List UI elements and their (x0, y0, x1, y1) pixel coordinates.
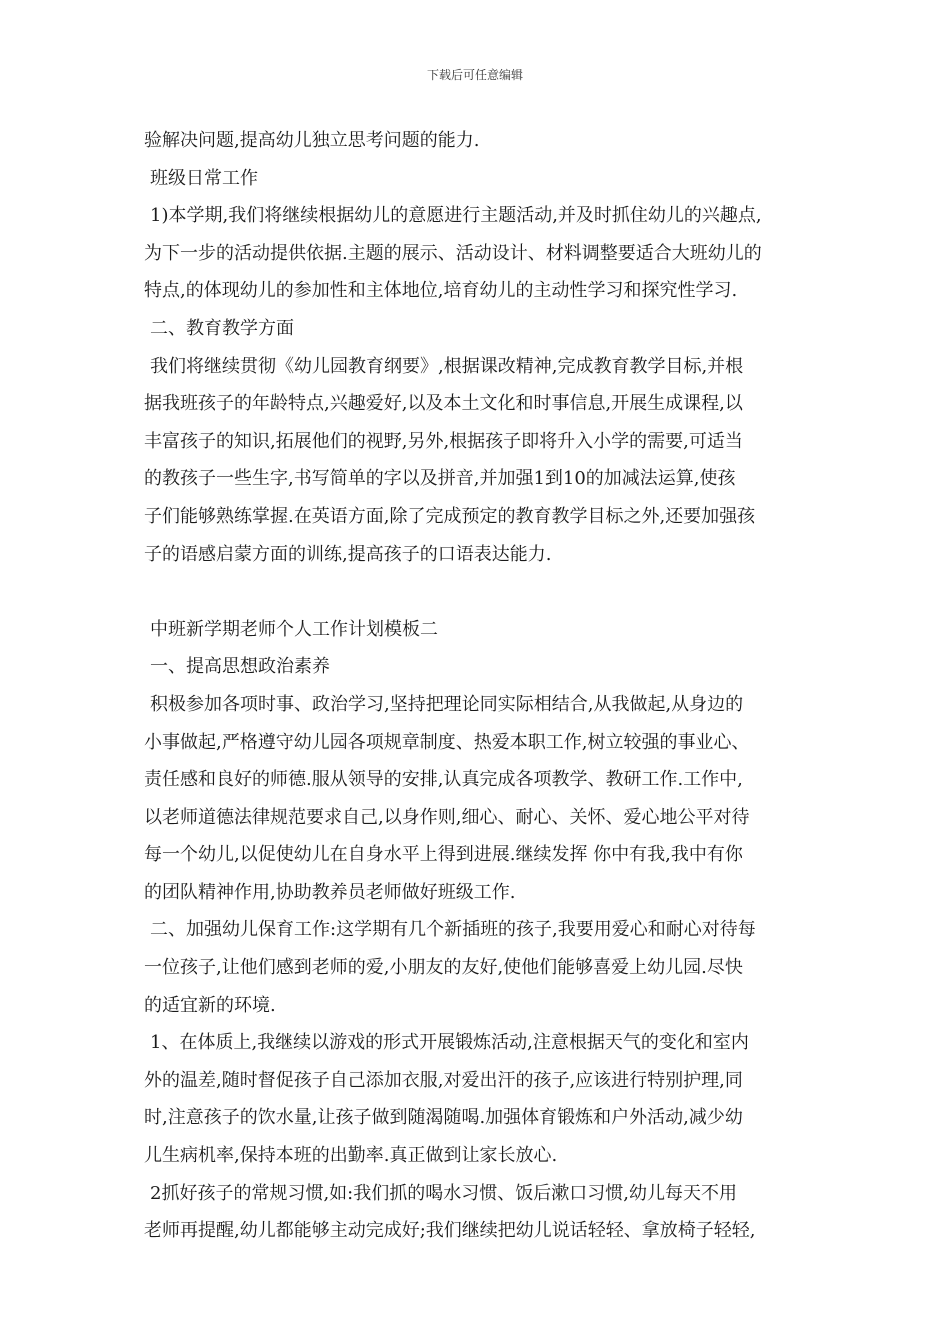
text-line: 特点,的体现幼儿的参加性和主体地位,培育幼儿的主动性学习和探究性学习. (144, 280, 738, 302)
text-line: 时,注意孩子的饮水量,让孩子做到随渴随喝.加强体育锻炼和户外活动,减少幼 (144, 1107, 743, 1129)
text-line: 的适宜新的环境. (144, 994, 276, 1016)
text-line: 积极参加各项时事、政治学习,坚持把理论同实际相结合,从我做起,从身边的 (150, 693, 744, 715)
text-line: 子们能够熟练掌握.在英语方面,除了完成预定的教育教学目标之外,还要加强孩 (144, 505, 756, 527)
text-line: 小事做起,严格遵守幼儿园各项规章制度、热爱本职工作,树立较强的事业心、 (144, 731, 750, 753)
text-line: 二、教育教学方面 (150, 317, 294, 339)
text-line: 二、加强幼儿保育工作:这学期有几个新插班的孩子,我要用爱心和耐心对待每 (150, 919, 756, 941)
page-header: 下载后可任意编辑 (426, 68, 523, 82)
text-line: 每一个幼儿,以促使幼儿在自身水平上得到进展.继续发挥 你中有我,我中有你 (144, 844, 743, 866)
text-line: 儿生病机率,保持本班的出勤率.真正做到让家长放心. (144, 1145, 558, 1167)
text-line: 丰富孩子的知识,拓展他们的视野,另外,根据孩子即将升入小学的需要,可适当 (144, 430, 743, 452)
text-line: 责任感和良好的师德.服从领导的安排,认真完成各项教学、教研工作.工作中, (144, 769, 743, 791)
text-line: 验解决问题,提高幼儿独立思考问题的能力. (144, 130, 480, 151)
text-line: 老师再提醒,幼儿都能够主动完成好;我们继续把幼儿说话轻轻、拿放椅子轻轻, (144, 1220, 756, 1242)
text-line: 以老师道德法律规范要求自己,以身作则,细心、耐心、关怀、爱心地公平对待 (144, 806, 750, 828)
text-line: 一位孩子,让他们感到老师的爱,小朋友的友好,使他们能够喜爱上幼儿园.尽快 (144, 957, 743, 979)
text-line: 的教孩子一些生字,书写简单的字以及拼音,并加强1到10的加减法运算,使孩 (144, 468, 736, 490)
text-line: 我们将继续贯彻《幼儿园教育纲要》,根据课改精神,完成教育教学目标,并根 (150, 355, 744, 377)
text-line: 一、提高思想政治素养 (150, 656, 330, 678)
text-line: 子的语感启蒙方面的训练,提高孩子的口语表达能力. (144, 543, 552, 565)
text-line: 为下一步的活动提供依据.主题的展示、活动设计、材料调整要适合大班幼儿的 (144, 242, 762, 264)
text-line: 2抓好孩子的常规习惯,如:我们抓的喝水习惯、饭后漱口习惯,幼儿每天不用 (150, 1182, 737, 1204)
document-body (144, 122, 814, 1250)
text-line: 外的温差,随时督促孩子自己添加衣服,对爱出汗的孩子,应该进行特别护理,同 (144, 1069, 743, 1091)
text-line: 中班新学期老师个人工作计划模板二 (150, 618, 438, 640)
text-line: 据我班孩子的年龄特点,兴趣爱好,以及本土文化和时事信息,开展生成课程,以 (144, 393, 743, 415)
text-line: 班级日常工作 (150, 167, 258, 189)
text-line: 1)本学期,我们将继续根据幼儿的意愿进行主题活动,并及时抓住幼儿的兴趣点, (150, 205, 762, 227)
text-line: 1、在体质上,我继续以游戏的形式开展锻炼活动,注意根据天气的变化和室内 (150, 1032, 749, 1054)
blank-line (144, 573, 814, 611)
text-line: 的团队精神作用,协助教养员老师做好班级工作. (144, 881, 516, 903)
